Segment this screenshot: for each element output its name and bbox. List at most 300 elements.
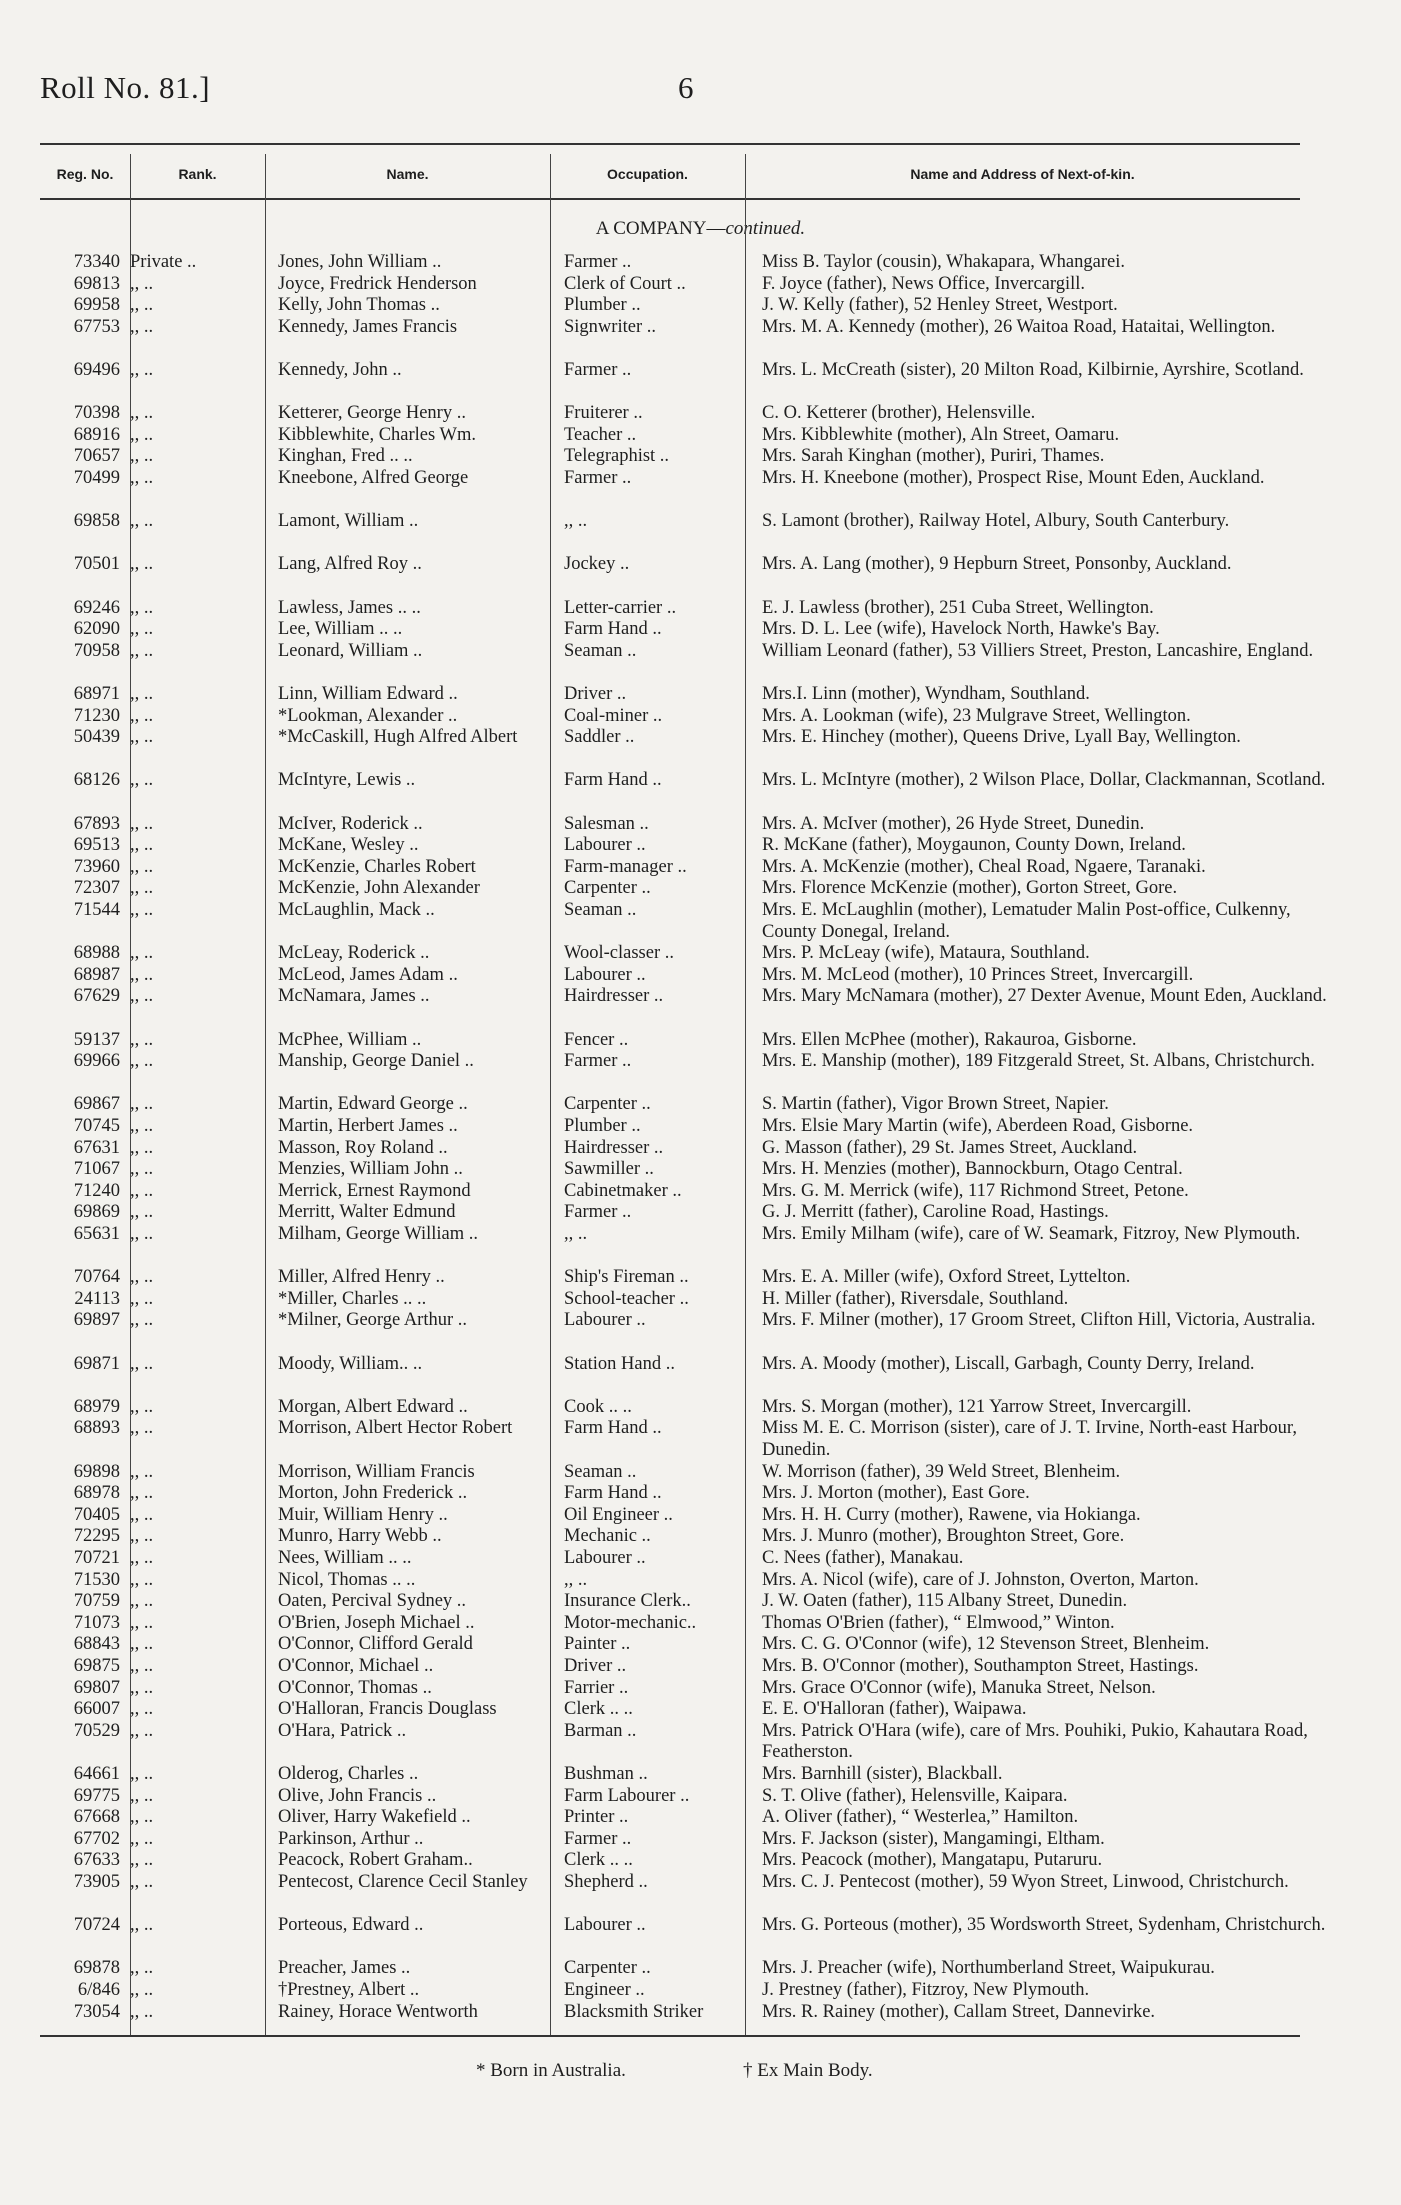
- next-of-kin-cell: Mrs. Sarah Kinghan (mother), Puriri, Thames.: [762, 446, 1105, 467]
- reg-no-cell: 69513: [73, 835, 120, 856]
- occupation-cell: Engineer ..: [564, 1980, 645, 2000]
- reg-no-cell: 70398: [73, 403, 120, 424]
- occupation-cell: Clerk of Court ..: [564, 273, 686, 294]
- occupation-cell: Telegraphist ..: [564, 446, 670, 467]
- next-of-kin-cell: Mrs. Ellen McPhee (mother), Rakauroa, Gisborne.: [762, 1029, 1137, 1050]
- occupation-cell: Oil Engineer ..: [564, 1504, 673, 1525]
- next-of-kin-cell: C. Nees (father), Manakau.: [762, 1548, 964, 1568]
- next-of-kin-cell: Miss M. E. C. Morrison (sister), care of J. T. Irvine, North-east Harbour, Dunedin.: [762, 1418, 1297, 1460]
- rank-cell: ,, ..: [130, 1850, 154, 1871]
- rank-cell: ,, ..: [130, 1116, 154, 1136]
- rank-cell: ,, ..: [130, 770, 154, 791]
- next-of-kin-cell: Mrs. Emily Milham (wife), care of W. Seamark, Fitzroy, New Plymouth.: [762, 1224, 1301, 1244]
- next-of-kin-cell: Mrs. L. McCreath (sister), 20 Milton Road, Kilbirnie, Ayrshire, Scotland.: [762, 360, 1304, 380]
- occupation-cell: Clerk .. ..: [564, 1850, 633, 1871]
- occupation-cell: Plumber ..: [564, 1116, 641, 1136]
- name-cell: Peacock, Robert Graham..: [278, 1850, 473, 1871]
- name-cell: Morton, John Frederick ..: [278, 1483, 468, 1504]
- next-of-kin-cell: Mrs. A. McKenzie (mother), Cheal Road, Ngaere, Taranaki.: [762, 856, 1206, 877]
- rank-cell: ,, ..: [130, 1677, 154, 1698]
- name-cell: Moody, William.. ..: [278, 1353, 423, 1374]
- occupation-cell: Blacksmith Striker: [564, 2001, 704, 2022]
- rank-cell: ,, ..: [130, 1591, 154, 1612]
- occupation-cell: Barman ..: [564, 1720, 637, 1741]
- name-cell: Kneebone, Alfred George: [278, 468, 469, 488]
- rank-cell: ,, ..: [130, 1828, 154, 1849]
- name-cell: McNamara, James ..: [278, 986, 430, 1007]
- reg-no-cell: 68126: [73, 770, 120, 791]
- rank-cell: ,, ..: [130, 1980, 154, 2000]
- reg-no-cell: 69871: [73, 1353, 120, 1374]
- rank-cell: ,, ..: [130, 295, 154, 316]
- occupation-cell: School-teacher ..: [564, 1288, 689, 1309]
- occupation-cell: Bushman ..: [564, 1764, 648, 1784]
- reg-no-cell: 70721: [73, 1548, 120, 1568]
- name-cell: O'Halloran, Francis Douglass: [278, 1699, 497, 1720]
- reg-no-cell: 70764: [73, 1267, 120, 1288]
- reg-no-cell: 59137: [73, 1029, 120, 1050]
- next-of-kin-cell: Mrs. D. L. Lee (wife), Havelock North, Hawke's Bay.: [762, 619, 1160, 640]
- reg-no-cell: 69496: [73, 360, 120, 380]
- rank-cell: ,, ..: [130, 1461, 154, 1482]
- rank-cell: ,, ..: [130, 856, 154, 877]
- reg-no-cell: 69813: [73, 273, 120, 294]
- rank-cell: ,, ..: [130, 1958, 154, 1979]
- next-of-kin-cell: Mrs. J. Munro (mother), Broughton Street, Gore.: [762, 1526, 1125, 1547]
- occupation-cell: Labourer ..: [564, 1548, 646, 1568]
- occupation-cell: Labourer ..: [564, 835, 646, 856]
- rank-cell: ,, ..: [130, 1548, 154, 1568]
- occupation-cell: Driver ..: [564, 684, 627, 704]
- rank-cell: ,, ..: [130, 1310, 154, 1331]
- name-cell: Kennedy, John ..: [278, 360, 402, 380]
- page-number: 6: [678, 70, 694, 105]
- name-cell: Nees, William .. ..: [278, 1548, 412, 1568]
- occupation-cell: Fruiterer ..: [564, 403, 643, 424]
- reg-no-cell: 69958: [73, 295, 120, 316]
- rank-cell: Private ..: [130, 252, 197, 272]
- next-of-kin-cell: S. T. Olive (father), Helensville, Kaipara.: [762, 1785, 1068, 1806]
- name-cell: Ketterer, George Henry ..: [278, 403, 466, 424]
- reg-no-cell: 71544: [73, 900, 120, 920]
- next-of-kin-cell: G. J. Merritt (father), Caroline Road, Hastings.: [762, 1202, 1109, 1223]
- occupation-cell: Insurance Clerk..: [564, 1591, 691, 1612]
- name-cell: Jones, John William ..: [278, 252, 442, 272]
- name-cell: Olderog, Charles ..: [278, 1764, 419, 1784]
- occupation-cell: Farmer ..: [564, 1202, 632, 1223]
- occupation-cell: Farmer ..: [564, 1828, 632, 1849]
- next-of-kin-cell: Mrs. R. Rainey (mother), Callam Street, Dannevirke.: [762, 2001, 1156, 2022]
- reg-no-cell: 73340: [73, 252, 120, 272]
- occupation-cell: Farm Hand ..: [564, 1418, 662, 1439]
- rank-cell: ,, ..: [130, 1288, 154, 1309]
- occupation-cell: ,, ..: [564, 511, 588, 532]
- next-of-kin-cell: Mrs. E. Hinchey (mother), Queens Drive, Lyall Bay, Wellington.: [762, 727, 1241, 748]
- name-cell: Muir, William Henry ..: [278, 1504, 448, 1525]
- name-cell: McLeay, Roderick ..: [278, 943, 430, 964]
- rank-cell: ,, ..: [130, 1137, 154, 1158]
- occupation-cell: Seaman ..: [564, 640, 637, 661]
- reg-no-cell: 71230: [73, 705, 120, 726]
- next-of-kin-cell: Mrs. Florence McKenzie (mother), Gorton Street, Gore.: [762, 878, 1178, 899]
- next-of-kin-cell: S. Lamont (brother), Railway Hotel, Albury, South Canterbury.: [762, 511, 1230, 532]
- reg-no-cell: 67668: [73, 1807, 120, 1828]
- rank-cell: ,, ..: [130, 1569, 154, 1590]
- name-cell: Masson, Roy Roland ..: [278, 1137, 448, 1158]
- rank-cell: ,, ..: [130, 1159, 154, 1180]
- header-bottom-rule: [40, 198, 1300, 200]
- name-cell: McKenzie, Charles Robert: [278, 856, 476, 877]
- occupation-cell: Carpenter ..: [564, 1094, 651, 1115]
- col-header-next-of-kin: Name and Address of Next-of-kin.: [910, 166, 1135, 182]
- occupation-cell: Farrier ..: [564, 1677, 629, 1698]
- name-cell: Kibblewhite, Charles Wm.: [278, 424, 476, 445]
- next-of-kin-cell: F. Joyce (father), News Office, Invercargill.: [762, 273, 1086, 294]
- rank-cell: ,, ..: [130, 446, 154, 467]
- name-cell: Miller, Alfred Henry ..: [278, 1267, 445, 1288]
- name-cell: McIver, Roderick ..: [278, 813, 423, 834]
- name-cell: Pentecost, Clarence Cecil Stanley: [278, 1872, 528, 1892]
- occupation-cell: Farm-manager ..: [564, 856, 687, 877]
- occupation-cell: Farm Hand ..: [564, 619, 662, 640]
- occupation-cell: Fencer ..: [564, 1029, 629, 1050]
- reg-no-cell: 65631: [73, 1224, 120, 1244]
- occupation-cell: Salesman ..: [564, 813, 649, 834]
- occupation-cell: Clerk .. ..: [564, 1699, 633, 1720]
- rank-cell: ,, ..: [130, 1656, 154, 1676]
- next-of-kin-cell: Mrs. E. Manship (mother), 189 Fitzgerald Street, St. Albans, Christchurch.: [762, 1051, 1315, 1072]
- next-of-kin-cell: E. E. O'Halloran (father), Waipawa.: [762, 1699, 1027, 1720]
- next-of-kin-cell: Mrs. G. Porteous (mother), 35 Wordsworth Street, Sydenham, Christchurch.: [762, 1915, 1326, 1936]
- next-of-kin-cell: R. McKane (father), Moygaunon, County Down, Ireland.: [762, 835, 1186, 856]
- rank-cell: ,, ..: [130, 1526, 154, 1547]
- footnote-ex-main-body: † Ex Main Body.: [743, 2060, 873, 2081]
- occupation-cell: Mechanic ..: [564, 1526, 651, 1547]
- name-cell: *Miller, Charles .. ..: [278, 1288, 427, 1309]
- occupation-cell: Cabinetmaker ..: [564, 1180, 682, 1201]
- name-cell: Merritt, Walter Edmund: [278, 1202, 456, 1223]
- occupation-cell: Sawmiller ..: [564, 1159, 654, 1180]
- next-of-kin-cell: H. Miller (father), Riversdale, Southland.: [762, 1288, 1069, 1309]
- name-cell: O'Brien, Joseph Michael ..: [278, 1612, 475, 1633]
- occupation-cell: Labourer ..: [564, 1310, 646, 1331]
- next-of-kin-cell: J. W. Kelly (father), 52 Henley Street, Westport.: [762, 295, 1118, 316]
- name-cell: Morgan, Albert Edward ..: [278, 1396, 468, 1417]
- name-cell: Martin, Edward George ..: [278, 1094, 468, 1115]
- name-cell: O'Connor, Thomas ..: [278, 1677, 432, 1698]
- reg-no-cell: 71067: [73, 1159, 120, 1180]
- occupation-cell: Carpenter ..: [564, 1958, 651, 1979]
- name-cell: Martin, Herbert James ..: [278, 1116, 458, 1136]
- name-cell: *Lookman, Alexander ..: [278, 705, 458, 726]
- next-of-kin-cell: W. Morrison (father), 39 Weld Street, Blenheim.: [762, 1461, 1121, 1482]
- rank-cell: ,, ..: [130, 1267, 154, 1288]
- rank-cell: ,, ..: [130, 684, 154, 704]
- next-of-kin-cell: Mrs. H. Menzies (mother), Bannockburn, Otago Central.: [762, 1159, 1183, 1180]
- occupation-cell: Hairdresser ..: [564, 1137, 664, 1158]
- occupation-cell: Hairdresser ..: [564, 986, 664, 1007]
- next-of-kin-cell: Mrs. E. McLaughlin (mother), Lematuder Malin Post-office, Culkenny, County Donegal, Ireland.: [762, 900, 1291, 942]
- reg-no-cell: 73960: [73, 856, 120, 877]
- reg-no-cell: 69869: [73, 1202, 120, 1223]
- next-of-kin-cell: Mrs. F. Milner (mother), 17 Groom Street, Clifton Hill, Victoria, Australia.: [762, 1310, 1316, 1331]
- rank-cell: ,, ..: [130, 640, 154, 661]
- name-cell: Olive, John Francis ..: [278, 1785, 437, 1806]
- name-cell: O'Connor, Michael ..: [278, 1656, 434, 1676]
- occupation-cell: Seaman ..: [564, 1461, 637, 1482]
- next-of-kin-cell: Mrs. A. Lookman (wife), 23 Mulgrave Street, Wellington.: [762, 705, 1191, 726]
- next-of-kin-cell: Mrs. Peacock (mother), Mangatapu, Putaruru.: [762, 1850, 1103, 1871]
- name-cell: Menzies, William John ..: [278, 1159, 463, 1180]
- occupation-cell: Teacher ..: [564, 424, 637, 445]
- next-of-kin-cell: Thomas O'Brien (father), “ Elmwood,” Winton.: [762, 1612, 1115, 1633]
- reg-no-cell: 50439: [73, 727, 120, 748]
- section-heading: [0, 218, 1401, 240]
- name-cell: McKenzie, John Alexander: [278, 878, 480, 899]
- name-cell: McIntyre, Lewis ..: [278, 770, 416, 791]
- name-cell: McKane, Wesley ..: [278, 835, 419, 856]
- next-of-kin-cell: G. Masson (father), 29 St. James Street, Auckland.: [762, 1137, 1138, 1158]
- occupation-cell: Farmer ..: [564, 1051, 632, 1072]
- rank-cell: ,, ..: [130, 835, 154, 856]
- rank-cell: ,, ..: [130, 1418, 154, 1439]
- reg-no-cell: 69858: [73, 511, 120, 532]
- reg-no-cell: 67633: [73, 1850, 120, 1871]
- reg-no-cell: 68979: [73, 1396, 120, 1417]
- occupation-cell: Farm Hand ..: [564, 1483, 662, 1504]
- rank-cell: ,, ..: [130, 1785, 154, 1806]
- reg-no-cell: 67629: [73, 986, 120, 1007]
- section-continued: continued.: [725, 218, 806, 239]
- name-cell: *Milner, George Arthur ..: [278, 1310, 468, 1331]
- reg-no-cell: 68843: [73, 1634, 120, 1655]
- rank-cell: ,, ..: [130, 1612, 154, 1633]
- next-of-kin-cell: C. O. Ketterer (brother), Helensville.: [762, 403, 1036, 424]
- reg-no-cell: 70657: [73, 446, 120, 467]
- rank-cell: ,, ..: [130, 1029, 154, 1050]
- section-company: A COMPANY—: [595, 218, 726, 239]
- column-divider-reg-rank: [130, 154, 131, 2035]
- next-of-kin-cell: J. W. Oaten (father), 115 Albany Street, Dunedin.: [762, 1591, 1128, 1612]
- name-cell: Oaten, Percival Sydney ..: [278, 1591, 467, 1612]
- name-cell: Leonard, William ..: [278, 640, 423, 661]
- col-header-name: Name.: [386, 166, 429, 182]
- rank-cell: ,, ..: [130, 705, 154, 726]
- col-header-rank: Rank.: [178, 166, 217, 182]
- occupation-cell: Farmer ..: [564, 252, 632, 272]
- rank-cell: ,, ..: [130, 1051, 154, 1072]
- occupation-cell: Motor-mechanic..: [564, 1612, 697, 1633]
- name-cell: *McCaskill, Hugh Alfred Albert: [278, 727, 518, 748]
- reg-no-cell: 68987: [73, 964, 120, 985]
- next-of-kin-cell: Mrs. S. Morgan (mother), 121 Yarrow Street, Invercargill.: [762, 1396, 1192, 1417]
- name-cell: Manship, George Daniel ..: [278, 1051, 474, 1072]
- next-of-kin-cell: Mrs. H. Kneebone (mother), Prospect Rise, Mount Eden, Auckland.: [762, 468, 1265, 488]
- rank-cell: ,, ..: [130, 597, 154, 618]
- occupation-cell: ,, ..: [564, 1569, 588, 1590]
- reg-no-cell: 68893: [73, 1418, 120, 1439]
- occupation-cell: Jockey ..: [564, 554, 630, 575]
- reg-no-cell: 71530: [73, 1569, 120, 1590]
- next-of-kin-cell: Mrs. G. M. Merrick (wife), 117 Richmond Street, Petone.: [762, 1180, 1189, 1201]
- occupation-cell: Letter-carrier ..: [564, 597, 677, 618]
- reg-no-cell: 24113: [74, 1288, 120, 1309]
- reg-no-cell: 70405: [73, 1504, 120, 1525]
- rank-cell: ,, ..: [130, 1720, 154, 1741]
- name-cell: Linn, William Edward ..: [278, 684, 458, 704]
- next-of-kin-cell: Miss B. Taylor (cousin), Whakapara, Whangarei.: [762, 252, 1125, 272]
- next-of-kin-cell: Mrs. F. Jackson (sister), Mangamingi, Eltham.: [762, 1828, 1105, 1849]
- next-of-kin-cell: Mrs. Mary McNamara (mother), 27 Dexter Avenue, Mount Eden, Auckland.: [762, 986, 1327, 1007]
- occupation-cell: Printer ..: [564, 1807, 629, 1828]
- name-cell: Lawless, James .. ..: [278, 597, 421, 618]
- occupation-cell: Shepherd ..: [564, 1872, 648, 1892]
- occupation-cell: Painter ..: [564, 1634, 631, 1655]
- name-cell: Morrison, William Francis: [278, 1461, 475, 1482]
- rank-cell: ,, ..: [130, 1764, 154, 1784]
- next-of-kin-cell: William Leonard (father), 53 Villiers Street, Preston, Lancashire, England.: [762, 640, 1314, 661]
- rank-cell: ,, ..: [130, 1396, 154, 1417]
- rank-cell: ,, ..: [130, 1872, 154, 1892]
- footnote-born-australia: * Born in Australia.: [476, 2060, 626, 2081]
- name-cell: Kinghan, Fred .. ..: [278, 446, 413, 467]
- header-top-rule: [40, 143, 1300, 145]
- next-of-kin-cell: Mrs. A. Lang (mother), 9 Hepburn Street, Ponsonby, Auckland.: [762, 554, 1232, 575]
- occupation-cell: Carpenter ..: [564, 878, 651, 899]
- rank-cell: ,, ..: [130, 360, 154, 380]
- next-of-kin-cell: Mrs. Barnhill (sister), Blackball.: [762, 1764, 1003, 1784]
- roll-title: Roll No. 81.]: [40, 70, 211, 105]
- column-divider-name-occupation: [550, 154, 551, 2035]
- next-of-kin-cell: Mrs. Grace O'Connor (wife), Manuka Street, Nelson.: [762, 1677, 1156, 1698]
- next-of-kin-cell: S. Martin (father), Vigor Brown Street, Napier.: [762, 1094, 1109, 1115]
- reg-no-cell: 73905: [73, 1872, 120, 1892]
- next-of-kin-cell: Mrs. M. McLeod (mother), 10 Princes Street, Invercargill.: [762, 964, 1194, 985]
- reg-no-cell: 67753: [73, 316, 120, 337]
- reg-no-cell: 69875: [73, 1656, 120, 1676]
- next-of-kin-cell: Mrs.I. Linn (mother), Wyndham, Southland.: [762, 684, 1090, 704]
- reg-no-cell: 6/846: [77, 1980, 120, 2000]
- rank-cell: ,, ..: [130, 619, 154, 640]
- name-cell: Munro, Harry Webb ..: [278, 1526, 442, 1547]
- name-cell: †Prestney, Albert ..: [278, 1980, 420, 2000]
- rank-cell: ,, ..: [130, 1807, 154, 1828]
- rank-cell: ,, ..: [130, 813, 154, 834]
- rank-cell: ,, ..: [130, 964, 154, 985]
- rank-cell: ,, ..: [130, 403, 154, 424]
- next-of-kin-cell: Mrs. Elsie Mary Martin (wife), Aberdeen Road, Gisborne.: [762, 1116, 1194, 1136]
- occupation-cell: Station Hand ..: [564, 1353, 675, 1374]
- reg-no-cell: 67702: [73, 1828, 120, 1849]
- reg-no-cell: 69775: [73, 1785, 120, 1806]
- name-cell: Merrick, Ernest Raymond: [278, 1180, 471, 1201]
- name-cell: Morrison, Albert Hector Robert: [278, 1418, 513, 1439]
- next-of-kin-cell: Mrs. Kibblewhite (mother), Aln Street, Oamaru.: [762, 424, 1120, 445]
- reg-no-cell: 70724: [73, 1915, 120, 1936]
- name-cell: Rainey, Horace Wentworth: [278, 2001, 478, 2022]
- name-cell: Lang, Alfred Roy ..: [278, 554, 422, 575]
- next-of-kin-cell: Mrs. A. Nicol (wife), care of J. Johnston, Overton, Marton.: [762, 1569, 1199, 1590]
- column-divider-occupation-kin: [745, 154, 746, 2035]
- occupation-cell: Farm Labourer ..: [564, 1785, 690, 1806]
- next-of-kin-cell: Mrs. E. A. Miller (wife), Oxford Street, Lyttelton.: [762, 1267, 1131, 1288]
- rank-cell: ,, ..: [130, 878, 154, 899]
- occupation-cell: Plumber ..: [564, 295, 641, 316]
- reg-no-cell: 68916: [73, 424, 120, 445]
- occupation-cell: Seaman ..: [564, 900, 637, 920]
- next-of-kin-cell: Mrs. C. J. Pentecost (mother), 59 Wyon Street, Linwood, Christchurch.: [762, 1872, 1289, 1892]
- rank-cell: ,, ..: [130, 1699, 154, 1720]
- reg-no-cell: 68988: [73, 943, 120, 964]
- name-cell: Porteous, Edward ..: [278, 1915, 424, 1936]
- name-cell: Lee, William .. ..: [278, 619, 403, 640]
- rank-cell: ,, ..: [130, 468, 154, 488]
- next-of-kin-cell: Mrs. C. G. O'Connor (wife), 12 Stevenson Street, Blenheim.: [762, 1634, 1210, 1655]
- occupation-cell: Farmer ..: [564, 468, 632, 488]
- name-cell: Kelly, John Thomas ..: [278, 295, 440, 316]
- rank-cell: ,, ..: [130, 1634, 154, 1655]
- rank-cell: ,, ..: [130, 1353, 154, 1374]
- name-cell: McPhee, William ..: [278, 1029, 422, 1050]
- reg-no-cell: 71240: [73, 1180, 120, 1201]
- occupation-cell: Labourer ..: [564, 964, 646, 985]
- name-cell: Lamont, William ..: [278, 511, 419, 532]
- next-of-kin-cell: Mrs. A. Moody (mother), Liscall, Garbagh, County Derry, Ireland.: [762, 1353, 1255, 1374]
- col-header-occupation: Occupation.: [607, 166, 688, 182]
- reg-no-cell: 72295: [73, 1526, 120, 1547]
- reg-no-cell: 69966: [73, 1051, 120, 1072]
- name-cell: Parkinson, Arthur ..: [278, 1828, 424, 1849]
- reg-no-cell: 69246: [73, 597, 120, 618]
- reg-no-cell: 70529: [73, 1720, 120, 1741]
- rank-cell: ,, ..: [130, 1224, 154, 1244]
- rank-cell: ,, ..: [130, 273, 154, 294]
- occupation-cell: Labourer ..: [564, 1915, 646, 1936]
- name-cell: Nicol, Thomas .. ..: [278, 1569, 416, 1590]
- next-of-kin-cell: Mrs. Patrick O'Hara (wife), care of Mrs. Pouhiki, Pukio, Kahautara Road, Featherston.: [762, 1720, 1308, 1763]
- reg-no-cell: 69807: [73, 1677, 120, 1698]
- reg-no-cell: 64661: [73, 1764, 120, 1784]
- rank-cell: ,, ..: [130, 511, 154, 532]
- reg-no-cell: 70958: [73, 640, 120, 661]
- name-cell: Preacher, James ..: [278, 1958, 411, 1979]
- next-of-kin-cell: Mrs. B. O'Connor (mother), Southampton Street, Hastings.: [762, 1656, 1199, 1676]
- rank-cell: ,, ..: [130, 986, 154, 1007]
- next-of-kin-cell: Mrs. P. McLeay (wife), Mataura, Southland.: [762, 943, 1090, 964]
- next-of-kin-cell: Mrs. A. McIver (mother), 26 Hyde Street, Dunedin.: [762, 813, 1145, 834]
- rank-cell: ,, ..: [130, 1483, 154, 1504]
- name-cell: Kennedy, James Francis: [278, 316, 458, 337]
- reg-no-cell: 70745: [73, 1116, 120, 1136]
- rank-cell: ,, ..: [130, 727, 154, 748]
- next-of-kin-cell: A. Oliver (father), “ Westerlea,” Hamilton.: [762, 1807, 1079, 1828]
- occupation-cell: Signwriter ..: [564, 316, 656, 337]
- occupation-cell: Wool-classer ..: [564, 943, 674, 964]
- reg-no-cell: 73054: [73, 2001, 120, 2022]
- rank-cell: ,, ..: [130, 1094, 154, 1115]
- reg-no-cell: 69898: [73, 1461, 120, 1482]
- table-bottom-rule: [40, 2035, 1300, 2037]
- next-of-kin-cell: Mrs. H. H. Curry (mother), Rawene, via Hokianga.: [762, 1504, 1141, 1525]
- reg-no-cell: 67631: [73, 1137, 120, 1158]
- reg-no-cell: 70501: [73, 554, 120, 575]
- occupation-cell: ,, ..: [564, 1224, 588, 1244]
- rank-cell: ,, ..: [130, 1202, 154, 1223]
- reg-no-cell: 71073: [73, 1612, 120, 1633]
- next-of-kin-cell: E. J. Lawless (brother), 251 Cuba Street, Wellington.: [762, 597, 1154, 618]
- occupation-cell: Coal-miner ..: [564, 705, 663, 726]
- reg-no-cell: 62090: [73, 619, 120, 640]
